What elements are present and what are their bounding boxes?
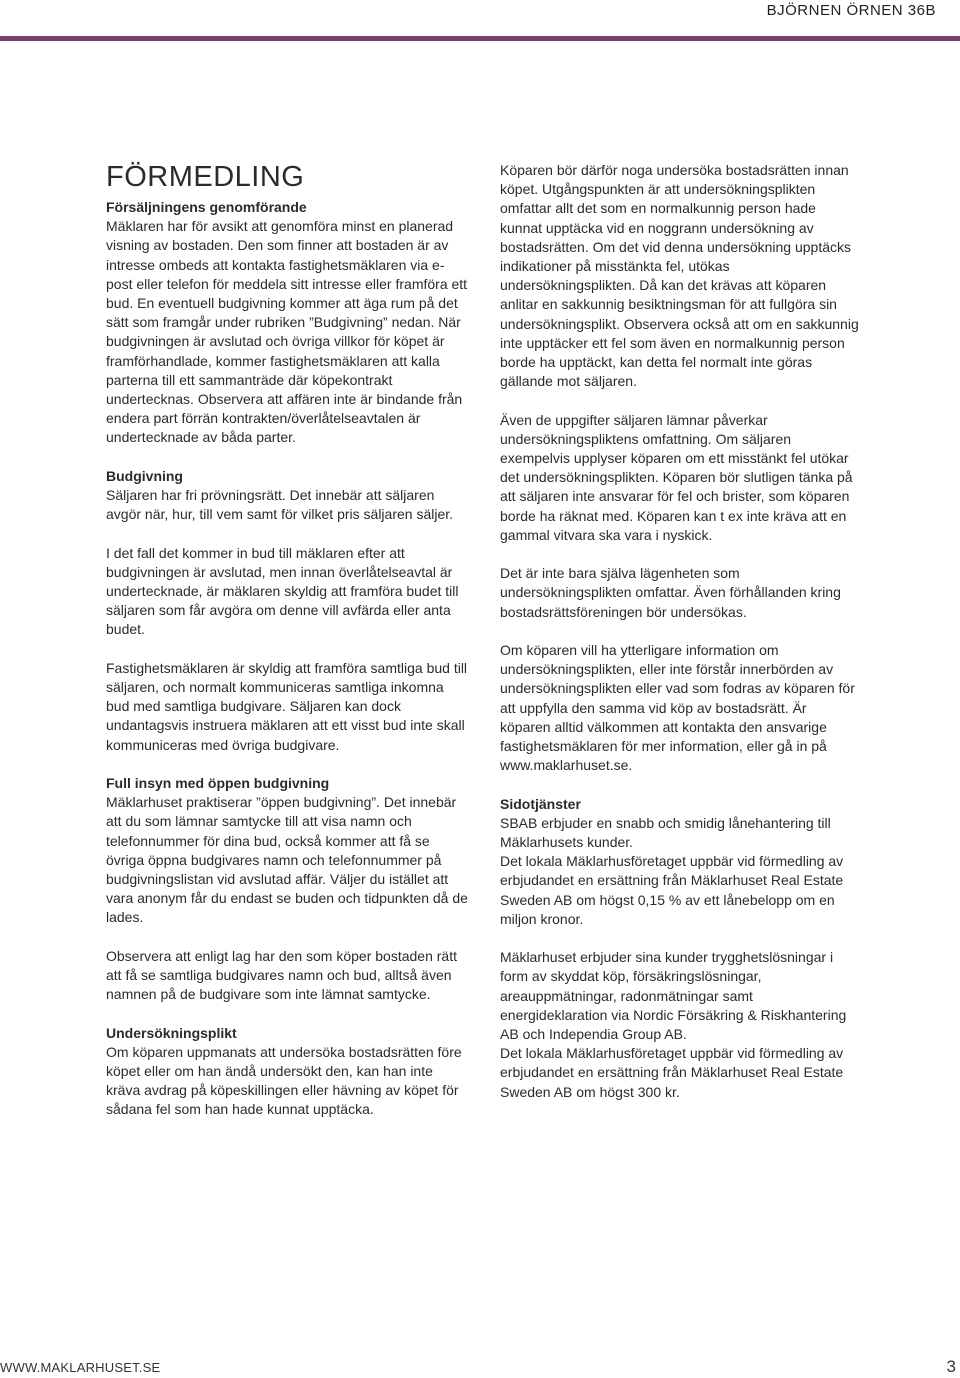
page-number: 3 — [946, 1357, 956, 1376]
paragraph: Fastighetsmäklaren är skyldig att framföra samtliga bud till säljaren, och normalt kommuniceras samtliga inkomna bud med samtliga budgivare. Säljaren kan dock undantagsvis instruera mäklaren att ett visst bud inte skall kommuniceras med övriga budgivare. — [106, 659, 468, 753]
page-title: FÖRMEDLING — [106, 161, 305, 193]
left-column — [106, 160, 468, 1120]
paragraph: Observera att enligt lag har den som köper bostaden rätt att få se samtliga budgivares namn och bud, alltså även namnen på de budgivare som inte lämnat samtycke. — [106, 947, 457, 1003]
paragraph: Köparen bör därför noga undersöka bostadsrätten innan köpet. Utgångspunkten är att undersökningsplikten omfattar allt det som en normalkunnig person hade kunnat upptäcka vid en noggrann undersökning av bostadsrätten. Om det vid denna undersökning upptäcks indikationer på misstänkta fel, utökas undersökningsplikten. Då kan det krävas att köparen anlitar en sakkunnig besiktningsman för att fullgöra sin undersökningsplikt. Observera också att om en sakkunnig inte upptäcker ett fel som även en normalkunnig person borde ha upptäckt, kan detta fel normalt inte göras gällande mot säljaren. — [500, 162, 859, 390]
section-heading-budgivning: Budgivning — [106, 467, 183, 484]
paragraph: Om köparen vill ha ytterligare information om undersökningsplikten, eller inte förstår innerbörden av undersökningsplikten eller vad som fodras av köparen för att uppfylla den samma vid köp av bostadsrätt. Är köparen alltid välkommen att kontakta den ansvarige fastighetsmäklaren för mer information, eller gå in på www.maklarhuset.se. — [500, 642, 855, 774]
paragraph: Även de uppgifter säljaren lämnar påverkar undersökningspliktens omfattning. Om säljaren exempelvis upplyser köparen om ett misstänkt fel utökar det undersökningsplikten. Köparen bör slutligen tänka på att säljaren inte ansvarar för fel och brister, som köparen borde ha räknat med. Köparen kan t ex inte kräva att en gammal vitvara ska vara i nyskick. — [500, 411, 853, 543]
property-title: BJÖRNEN ÖRNEN 36B — [766, 2, 936, 19]
paragraph: SBAB erbjuder en snabb och smidig lånehantering till Mäklarhusets kunder. — [500, 814, 831, 851]
paragraph: Mäklarhuset praktiserar ”öppen budgivning”. Det innebär att du som lämnar samtycke till att visa namn och telefonnummer för dina bud, också kommer att få se övriga öppna budgivares namn och telefonnummer på budgivningslistan vid avslutad affär. Väljer du istället att vara anonym får du endast se buden och tidpunkten då de lades. — [106, 794, 468, 926]
paragraph: Mäklarhuset erbjuder sina kunder trygghetslösningar i form av skyddat köp, försäkringslösningar, areauppmätningar, radonmätningar samt energideklaration via Nordic Försäkring & Riskhantering AB och Independia Group AB. — [500, 949, 847, 1043]
paragraph: I det fall det kommer in bud till mäklaren efter att budgivningen är avslutad, men innan överlåtelseavtal är undertecknade, är mäklaren skyldig att framföra budet till säljaren som får avgöra om denne vill avfärda eller anta budet. — [106, 544, 459, 638]
right-column — [500, 161, 860, 1102]
section-heading-undersokningsplikt: Undersökningsplikt — [106, 1024, 237, 1041]
section-heading-full-insyn: Full insyn med öppen budgivning — [106, 775, 330, 792]
paragraph: Det lokala Mäklarhusföretaget uppbär vid förmedling av erbjudandet en ersättning från Mäklarhuset Real Estate Sweden AB om högst 300 kr. — [500, 1045, 844, 1100]
footer-website-link[interactable]: WWW.MAKLARHUSET.SE — [0, 1360, 161, 1375]
paragraph: Det lokala Mäklarhusföretaget uppbär vid förmedling av erbjudandet en ersättning från Mäklarhuset Real Estate Sweden AB om högst 0,15 % av ett lånebelopp om en miljon kronor. — [500, 853, 844, 927]
paragraph: Säljaren har fri prövningsrätt. Det innebär att säljaren avgör när, hur, till vem samt för vilket pris säljaren säljer. — [106, 487, 454, 523]
header-divider — [0, 36, 960, 41]
section-heading-forsaljning: Försäljningens genomförande — [106, 199, 307, 215]
paragraph: Det är inte bara själva lägenheten som undersökningsplikten omfattar. Även förhållanden kring bostadsrättsföreningen bör undersökas. — [500, 565, 841, 620]
paragraph: Mäklaren har för avsikt att genomföra minst en planerad visning av bostaden. Den som finner att bostaden är av intresse ombeds att kontakta fastighetsmäklaren via e-post eller telefon för meddela sitt intresse eller framföra ett bud. En eventuell budgivning kommer att äga rum på det sätt som framgår under rubriken ”Budgivning” nedan. När budgivningen är avslutad och övriga villkor för köpet är framförhandlade, kommer fastighetsmäklaren att kalla parterna till ett sammanträde där köpekontrakt undertecknas. Observera att affären inte är bindande från endera part förrän kontrakten/överlåtelseavtalen är undertecknade av båda parter. — [106, 218, 468, 446]
paragraph: Om köparen uppmanats att undersöka bostadsrätten före köpet eller om han ändå undersökt den, kan han inte kräva avdrag på köpeskillingen eller hävning av köpet för sådana fel som han hade kunnat upptäcka. — [106, 1043, 462, 1118]
section-heading-sidotjanster: Sidotjänster — [500, 795, 581, 812]
